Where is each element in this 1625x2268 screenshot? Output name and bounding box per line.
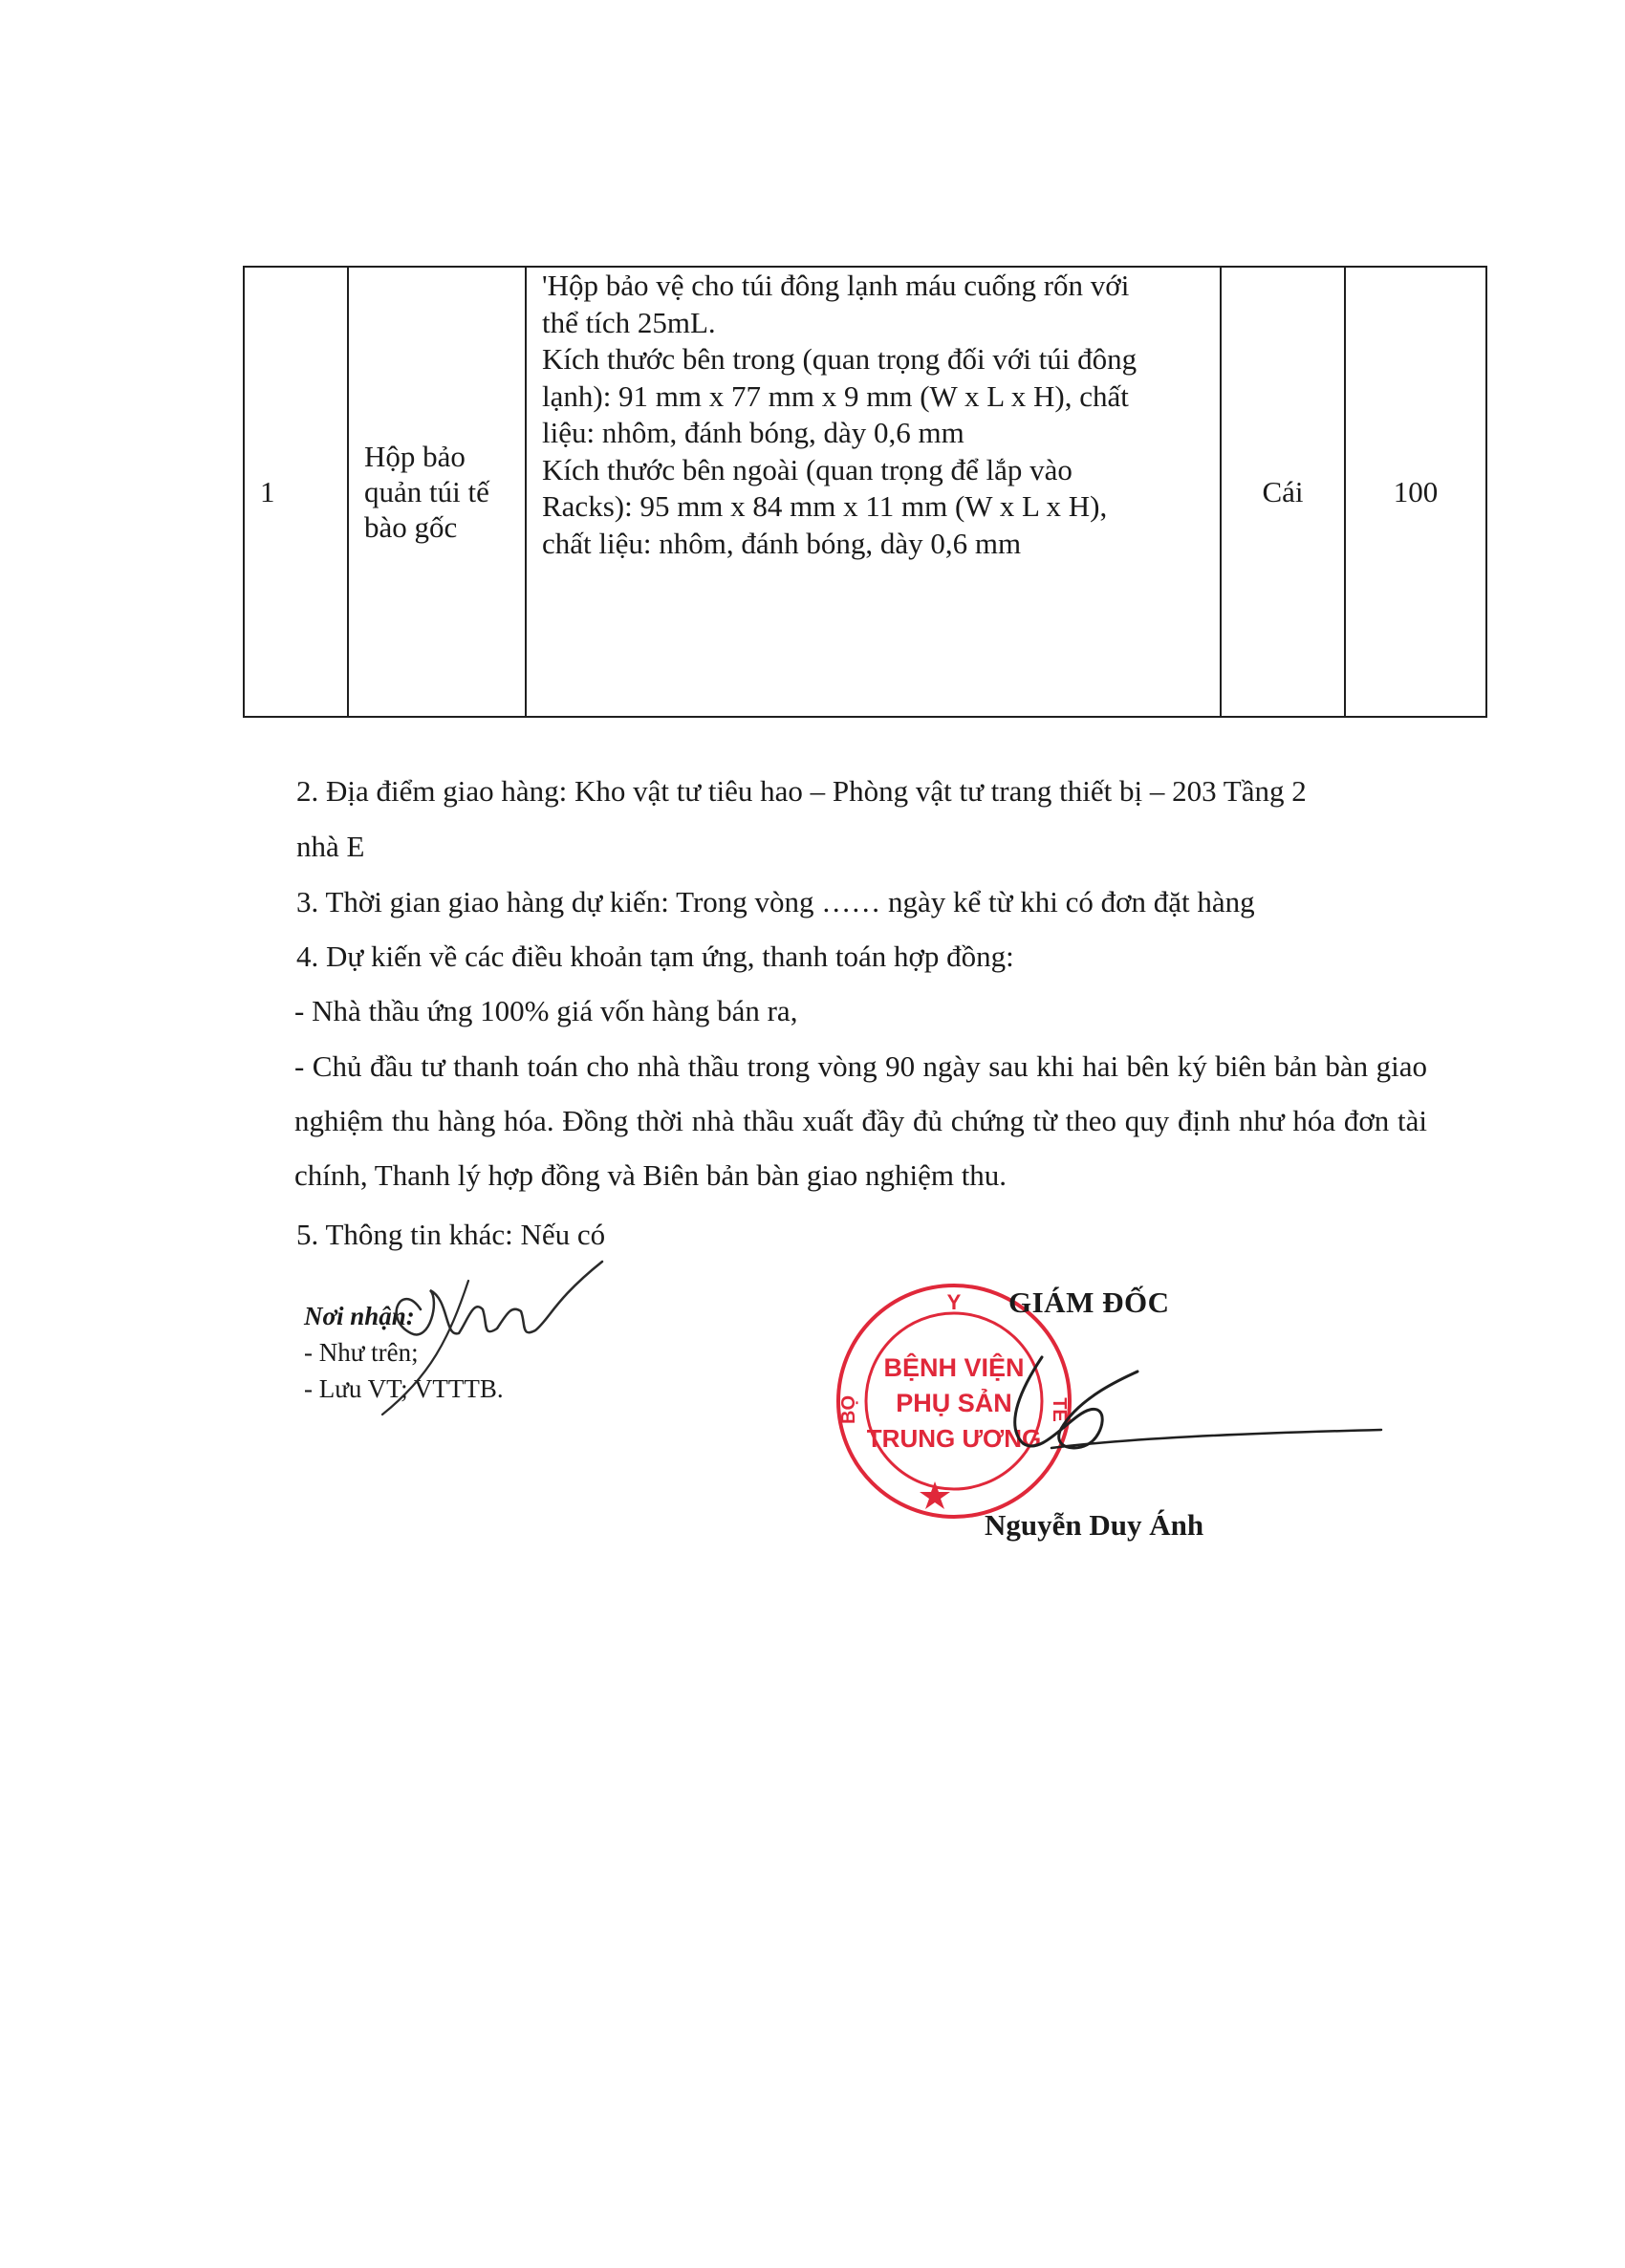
- item-name-line: Hộp bảo: [364, 440, 466, 473]
- item-spec-cell: [526, 267, 1221, 717]
- item-name-cell: [348, 267, 526, 717]
- spec-line: Kích thước bên trong (quan trọng đối với túi đông: [542, 342, 1138, 376]
- spec-line: Kích thước bên ngoài (quan trọng để lắp vào: [542, 452, 1072, 486]
- recipients-label: Nơi nhận:: [304, 1302, 415, 1330]
- quantity-value: 100: [1393, 474, 1439, 508]
- unit-value: Cái: [1262, 474, 1304, 508]
- spec-line: chất liệu: nhôm, đánh bóng, dày 0,6 mm: [542, 526, 1022, 560]
- delivery-place-text: 2. Địa điểm giao hàng: Kho vật tư tiêu hao – Phòng vật tư trang thiết bị – 203 Tầng 2: [296, 774, 1307, 808]
- payment-item: - Nhà thầu ứng 100% giá vốn hàng bán ra,: [294, 994, 798, 1027]
- table-row: [244, 267, 1486, 717]
- spec-line: lạnh): 91 mm x 77 mm x 9 mm (W x L x H), chất: [542, 378, 1129, 413]
- stamp-line-1: BỆNH VIỆN: [883, 1353, 1025, 1382]
- stamp-line-3: TRUNG ƯƠNG: [866, 1424, 1042, 1453]
- stamp-line-2: PHỤ SẢN: [896, 1389, 1012, 1417]
- delivery-time-text: 3. Thời gian giao hàng dự kiến: Trong vòng …… ngày kể từ khi có đơn đặt hàng: [296, 885, 1255, 918]
- row-number-cell: [244, 267, 348, 717]
- other-info-text: 5. Thông tin khác: Nếu có: [296, 1218, 606, 1251]
- spec-line: liệu: nhôm, đánh bóng, dày 0,6 mm: [542, 416, 964, 449]
- initial-signature: [363, 1242, 612, 1424]
- item-name-line: bào gốc: [364, 510, 458, 544]
- spec-line: 'Hộp bảo vệ cho túi đông lạnh máu cuống rốn với: [542, 269, 1130, 302]
- signer-title: GIÁM ĐỐC: [1008, 1285, 1170, 1319]
- spec-line: thể tích 25mL.: [542, 305, 716, 339]
- payment-heading: 4. Dự kiến về các điều khoản tạm ứng, thanh toán hợp đồng:: [296, 940, 1014, 973]
- recipient-item: - Như trên;: [304, 1338, 419, 1367]
- stamp-left-letters: BỘ: [838, 1395, 859, 1424]
- unit-cell: [1221, 267, 1345, 717]
- row-number: 1: [260, 474, 275, 508]
- recipient-item: - Lưu VT; VTTTB.: [304, 1374, 504, 1403]
- spec-line: Racks): 95 mm x 84 mm x 11 mm (W x L x H),: [542, 489, 1108, 523]
- quantity-cell: [1345, 267, 1486, 717]
- stamp-top-letter: Y: [946, 1290, 962, 1314]
- stamp-right-letters: TẾ: [1049, 1397, 1070, 1422]
- stamp-star-icon: [920, 1481, 950, 1509]
- payment-item: - Chủ đầu tư thanh toán cho nhà thầu trong vòng 90 ngày sau khi hai bên ký biên bản bàn giao nghiệm thu hàng hóa. Đồng thời nhà thầu xuất đầy đủ chứng từ theo quy định như hóa đơn tài chính, Thanh lý hợp đồng và Biên bản bàn giao nghiệm thu.: [294, 1049, 1427, 1192]
- delivery-place-text-cont: nhà E: [296, 830, 365, 863]
- item-name-line: quản túi tế: [364, 475, 489, 508]
- signer-name: Nguyễn Duy Ánh: [985, 1508, 1204, 1542]
- item-table: [243, 266, 1487, 718]
- director-signature: [985, 1338, 1386, 1481]
